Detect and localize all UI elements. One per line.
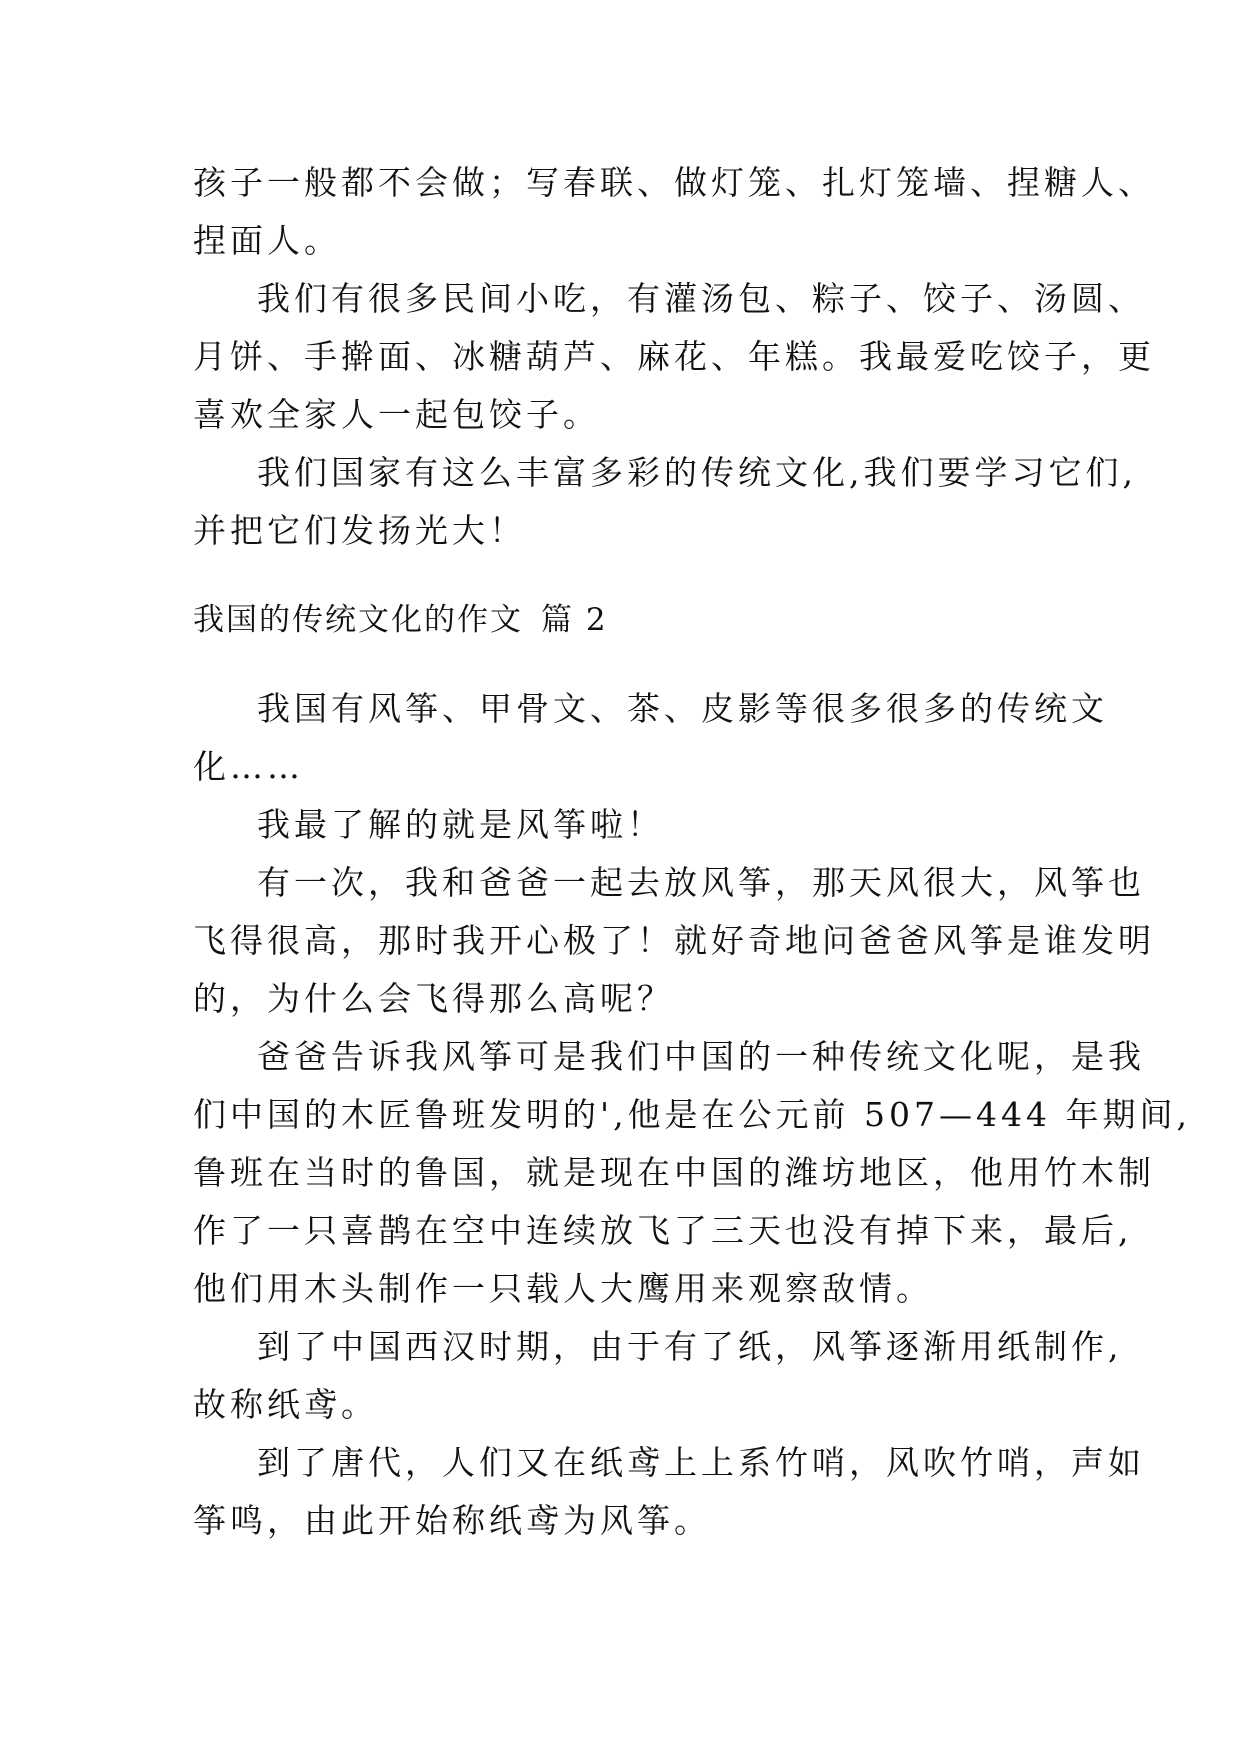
paragraph-start-line: 我国有风筝、甲骨文、茶、皮影等很多很多的传统文: [257, 689, 1108, 728]
section-1-text: [193, 154, 1155, 560]
paragraph-start-line: 我们国家有这么丰富多彩的传统文化,我们要学习它们,: [257, 453, 1137, 492]
text-line: 他们用木头制作一只载人大鹰用来观察敌情。: [193, 1269, 933, 1308]
heading-title: 我国的传统文化的作文: [193, 602, 523, 638]
text-line: 月饼、手擀面、冰糖葫芦、麻花、年糕。我最爱吃饺子，更: [193, 337, 1155, 376]
heading-part-number: 篇 2: [541, 602, 608, 638]
paragraph-start-line: 有一次，我和爸爸一起去放风筝，那天风很大，风筝也: [257, 863, 1145, 902]
section-2-text: [193, 680, 1192, 1550]
text-line: 筝鸣，由此开始称纸鸢为风筝。: [193, 1501, 711, 1540]
paragraph-start-line: 我最了解的就是风筝啦！: [257, 805, 664, 844]
text-line: 们中国的木匠鲁班发明的',他是在公元前 507—444 年期间,: [193, 1095, 1192, 1134]
paragraph-start-line: 到了唐代，人们又在纸鸢上上系竹哨，风吹竹哨，声如: [257, 1443, 1145, 1482]
paragraph-start-line: 到了中国西汉时期，由于有了纸，风筝逐渐用纸制作,: [257, 1327, 1123, 1366]
text-line: 作了一只喜鹊在空中连续放飞了三天也没有掉下来，最后,: [193, 1211, 1133, 1250]
text-line: 鲁班在当时的鲁国，就是现在中国的潍坊地区，他用竹木制: [193, 1153, 1155, 1192]
text-line: 飞得很高，那时我开心极了！就好奇地问爸爸风筝是谁发明: [193, 921, 1155, 960]
text-line: 化……: [193, 747, 304, 786]
text-line: 故称纸鸢。: [193, 1385, 378, 1424]
text-line: 捏面人。: [193, 221, 341, 260]
paragraph-start-line: 爸爸告诉我风筝可是我们中国的一种传统文化呢，是我: [257, 1037, 1145, 1076]
text-line: 的，为什么会飞得那么高呢？: [193, 979, 674, 1018]
text-line: 喜欢全家人一起包饺子。: [193, 395, 600, 434]
text-line: 并把它们发扬光大！: [193, 511, 526, 550]
text-line: 孩子一般都不会做；写春联、做灯笼、扎灯笼墙、捏糖人、: [193, 163, 1155, 202]
paragraph-start-line: 我们有很多民间小吃，有灌汤包、粽子、饺子、汤圆、: [257, 279, 1145, 318]
section-heading: [193, 600, 608, 640]
